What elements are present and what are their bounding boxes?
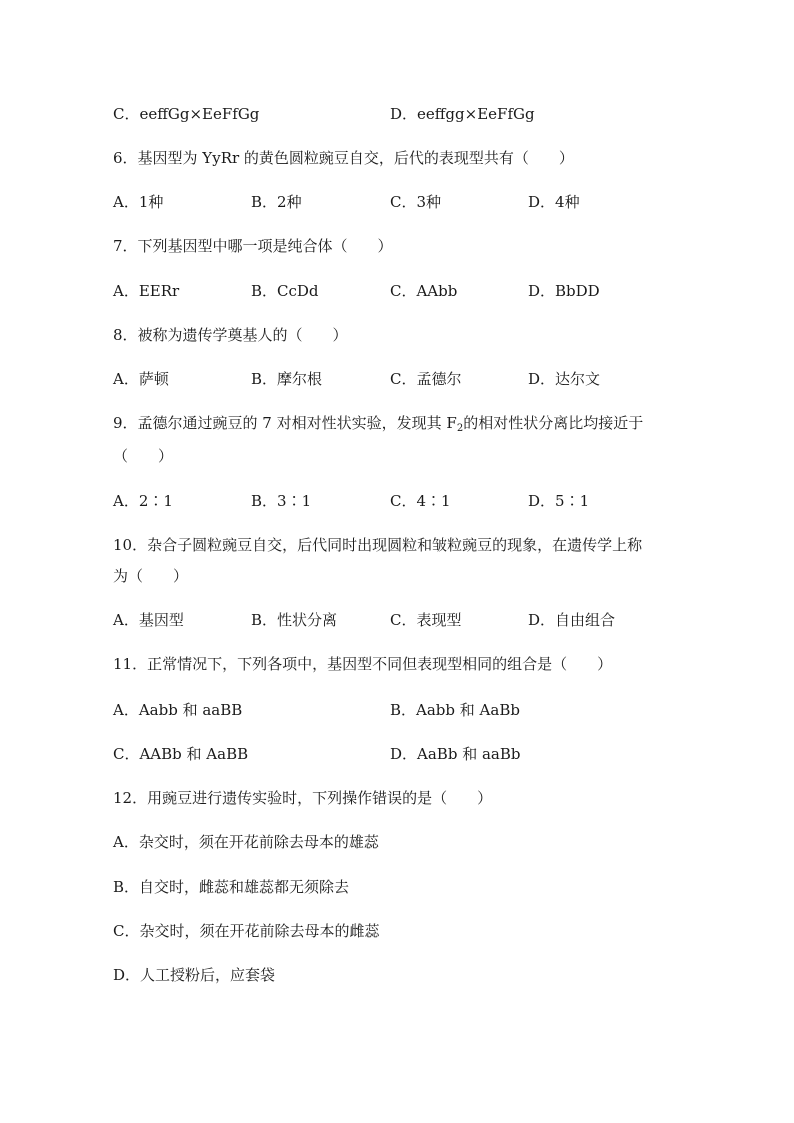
subscript-2: 2 [456,423,464,434]
q11-option-c[interactable]: C．AABb 和 AaBB [113,745,249,763]
q8-option-b[interactable]: B．摩尔根 [251,370,323,388]
question-9-stem-post: 的相对性状分离比均接近于 [463,414,644,432]
q10-option-a[interactable]: A．基因型 [113,611,184,629]
q8-option-a[interactable]: A．萨顿 [113,370,169,388]
q6-option-b[interactable]: B．2种 [251,193,302,211]
q7-option-b[interactable]: B．CcDd [251,282,319,300]
question-11-stem: 11．正常情况下，下列各项中，基因型不同但表现型相同的组合是（ ） [113,655,613,673]
question-9-stem-line2: （ ） [113,447,174,465]
q9-option-d[interactable]: D．5∶1 [528,492,590,510]
q7-option-d[interactable]: D．BbDD [528,282,600,300]
q6-option-c[interactable]: C．3种 [390,193,442,211]
q10-option-b[interactable]: B．性状分离 [251,611,338,629]
q12-option-c[interactable]: C．杂交时，须在开花前除去母本的雌蕊 [113,922,380,940]
q11-option-a[interactable]: A．Aabb 和 aaBB [113,701,243,719]
question-9-stem [113,413,643,433]
prev-option-c[interactable]: C．eeffGg×EeFfGg [113,105,260,123]
q10-option-d[interactable]: D．自由组合 [528,611,616,629]
q10-option-c[interactable]: C．表现型 [390,611,462,629]
q9-option-a[interactable]: A．2∶1 [113,492,173,510]
question-10-stem-line2: 为（ ） [113,567,189,585]
q9-option-c[interactable]: C．4∶1 [390,492,451,510]
q9-option-b[interactable]: B．3∶1 [251,492,312,510]
question-6-stem: 6．基因型为 YyRr 的黄色圆粒豌豆自交，后代的表现型共有（ ） [113,149,574,167]
q7-option-a[interactable]: A．EERr [113,282,180,300]
q12-option-b[interactable]: B．自交时，雌蕊和雄蕊都无须除去 [113,878,350,896]
q11-option-b[interactable]: B．Aabb 和 AaBb [390,701,520,719]
q12-option-a[interactable]: A．杂交时，须在开花前除去母本的雄蕊 [113,833,379,851]
question-10-stem: 10．杂合子圆粒豌豆自交，后代同时出现圆粒和皱粒豌豆的现象，在遗传学上称 [113,536,643,554]
q6-option-a[interactable]: A．1种 [113,193,164,211]
q8-option-d[interactable]: D．达尔文 [528,370,601,388]
question-8-stem: 8．被称为遗传学奠基人的（ ） [113,326,348,344]
q8-option-c[interactable]: C．孟德尔 [390,370,462,388]
q11-option-d[interactable]: D．AaBb 和 aaBb [390,745,521,763]
question-12-stem: 12．用豌豆进行遗传实验时，下列操作错误的是（ ） [113,789,493,807]
q6-option-d[interactable]: D．4种 [528,193,580,211]
q7-option-c[interactable]: C．AAbb [390,282,458,300]
question-7-stem: 7．下列基因型中哪一项是纯合体（ ） [113,237,393,255]
question-9-stem-pre: 9．孟德尔通过豌豆的 7 对相对性状实验，发现其 F [113,414,457,432]
q12-option-d[interactable]: D．人工授粉后，应套袋 [113,966,276,984]
prev-option-d[interactable]: D．eeffgg×EeFfGg [390,105,535,123]
